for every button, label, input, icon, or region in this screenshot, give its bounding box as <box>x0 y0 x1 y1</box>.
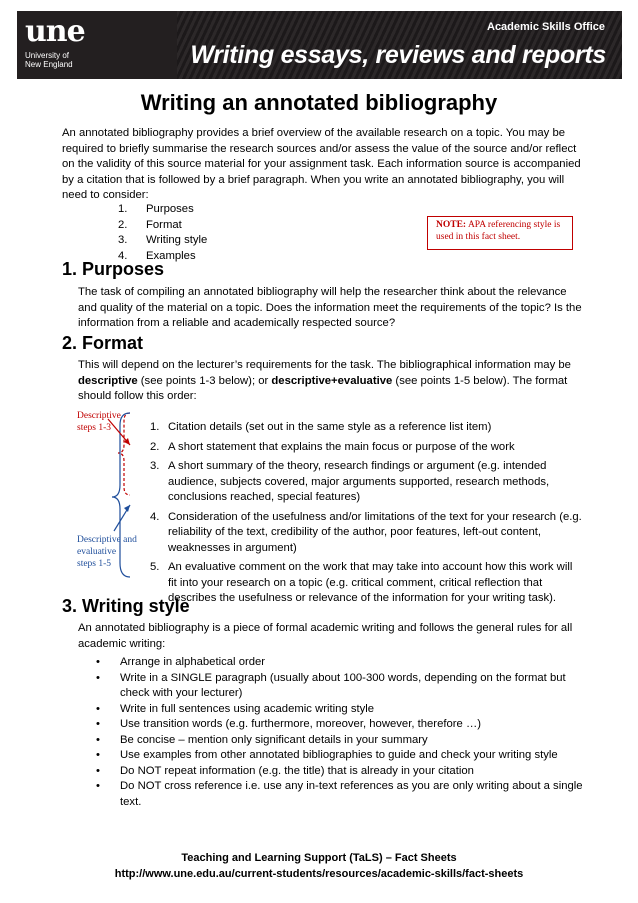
purposes-heading: 1. Purposes <box>62 259 165 279</box>
style-rule: • Use transition words (e.g. furthermore, moreover, however, therefore …) <box>96 717 586 733</box>
style-rule: • Write in a SINGLE paragraph (usually about 100-300 words, depending on the format but check with your lecturer) <box>96 671 586 702</box>
bullet-icon: • <box>96 718 100 730</box>
format-step: 2. A short statement that explains the main focus or purpose of the work <box>150 440 515 453</box>
contents-item: 2. Format <box>118 218 182 231</box>
blue-arrow-head <box>124 505 130 512</box>
bullet-icon: • <box>96 656 100 668</box>
format-step: 3. A short summary of the theory, research findings or argument (e.g. intended audience, subjects covered, major arguments supported, research methods, conclusions reached, special features) <box>150 460 550 503</box>
contents-item: 3. Writing style <box>118 234 208 246</box>
style-rule: • Be concise – mention only significant details in your summary <box>96 733 586 749</box>
style-rule: • Use examples from other annotated bibliographies to guide and check your writing style <box>96 748 586 764</box>
bullet-icon: • <box>96 749 100 761</box>
logo-text: University of New England <box>25 51 73 69</box>
footer-title: Teaching and Learning Support (TaLS) – Fact Sheets <box>181 852 457 864</box>
format-step: 1. Citation details (set out in the same style as a reference list item) <box>150 421 492 433</box>
logo-mark: une <box>25 14 85 49</box>
format-heading: 2. Format <box>62 333 144 353</box>
series-title: Writing essays, reviews and reports <box>190 41 606 69</box>
contents-item: 4. Examples <box>118 249 196 262</box>
style-rule: • Arrange in alphabetical order <box>96 655 586 671</box>
footer-url[interactable]: http://www.une.edu.au/current-students/resources/academic-skills/fact-sheets <box>114 868 524 880</box>
intro-paragraph: An annotated bibliography provides a brief overview of the available research on a topic. You may be required to briefly summarise the research sources and/or assess the value of the source and/or reflect on the validity of this source material for your assignment task. Each information source is accompanied by a citation that is followed by a brief paragraph. When you write an annotated bibliography, you will need to consider: <box>62 127 581 201</box>
style-rule: • Do NOT cross reference i.e. use any in-text references as you are only writing about a single text. <box>96 779 586 810</box>
contents-list <box>118 202 207 264</box>
apa-note-box: NOTE: APA referencing style is used in this fact sheet. <box>427 216 573 250</box>
contents-item: 1. Purposes <box>118 203 194 215</box>
format-step: 4. Consideration of the usefulness and/or limitations of the text for your research (e.g. reliability of the text, credibility of the author, poor features, left-out content, weaknesses in argument) <box>150 510 582 554</box>
descriptive-steps-label: Descriptive steps 1-3 <box>77 411 121 433</box>
bullet-icon: • <box>96 780 100 792</box>
bullet-icon: • <box>96 764 100 777</box>
style-rules-list <box>96 655 586 810</box>
une-logo <box>17 11 87 79</box>
format-paragraph: This will depend on the lecturer’s requirements for the task. The bibliographical information may be descriptive (see points 1-3 below); or descriptive+evaluative (see points 1-5 below). The format should follow this order: <box>78 359 571 402</box>
writing-style-heading: 3. Writing style <box>62 596 190 616</box>
evaluative-steps-label: Descriptive and evaluative steps 1-5 <box>77 535 137 569</box>
bullet-icon: • <box>96 671 100 684</box>
office-name: Academic Skills Office <box>487 21 605 33</box>
bullet-icon: • <box>96 733 100 746</box>
page-title: Writing an annotated bibliography <box>140 90 498 115</box>
header-banner <box>17 11 622 79</box>
style-rule: • Write in full sentences using academic writing style <box>96 702 586 718</box>
writing-style-paragraph: An annotated bibliography is a piece of formal academic writing and follows the general rules for all academic writing: <box>78 622 573 650</box>
format-step: 5. An evaluative comment on the work that may take into account how this work will fit into your research on a topic (e.g. critical comment, critical reflection that describes the usefulness or relevance of the information for your writing task). <box>150 561 573 604</box>
bullet-icon: • <box>96 702 100 715</box>
brace-annotations <box>100 405 152 585</box>
footer <box>0 850 638 882</box>
purposes-paragraph: The task of compiling an annotated bibliography will help the researcher think about the relevance and quality of the material on a topic. Does the information meet the requirements of the topic? Is the information from a reliable and academically respected source? <box>78 286 582 329</box>
style-rule: • Do NOT repeat information (e.g. the title) that is already in your citation <box>96 764 586 780</box>
format-steps-list <box>150 420 582 611</box>
